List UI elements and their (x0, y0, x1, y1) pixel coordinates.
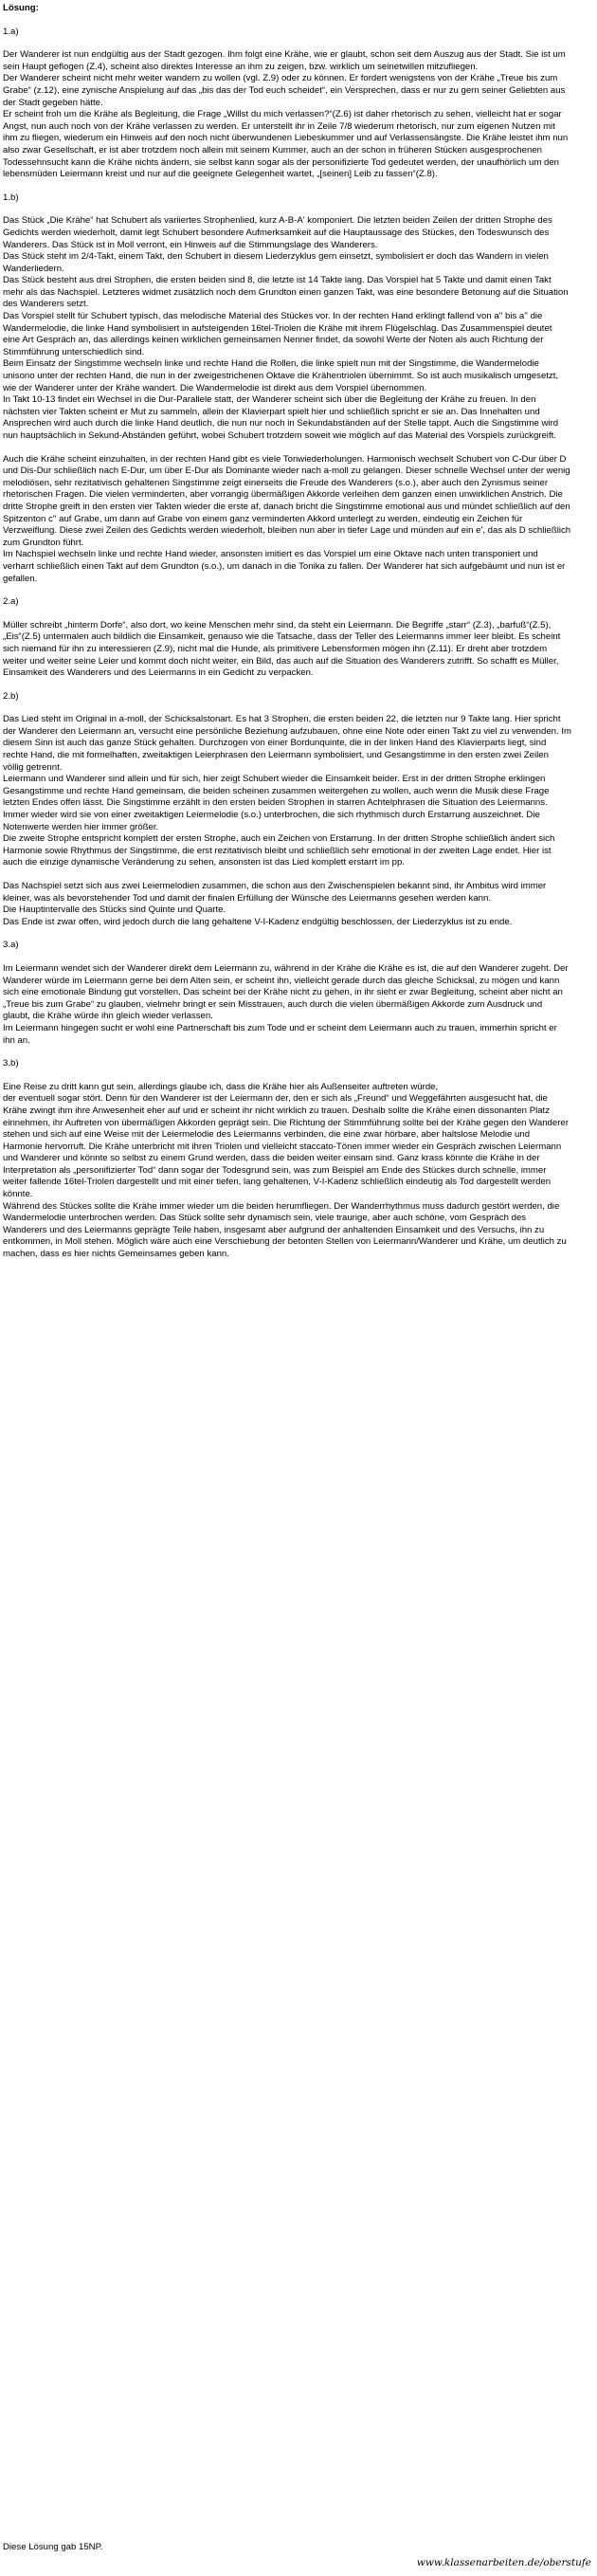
section-paragraph: Der Wanderer ist nun endgültig aus der Stadt gezogen. Ihm folgt eine Krähe, wie er glaubt, schon seit dem Auszug aus der Stadt. Sie ist um sein Haupt geflogen (Z.4), scheint also direktes Interesse an ihm zu zeigen, bzw. wirklich um seinetwillen mitzufliegen. Der Wanderer scheint nicht mehr weiter wandern zu wollen (vgl. Z.9) oder zu können. Er fordert wenigstens von der Krähe „Treue bis zum Grabe“ (z.12), eine zynische Anspielung auf das „bis das der Tod euch scheidet“, ein Versprechen, dass er nur zu gern seiner Geliebten aus der Stadt gegeben hätte. Er scheint froh um die Krähe als Begleitung, die Frage „Willst du mich verlassen?“(Z.6) ist daher rhetorisch zu sehen, vielleicht hat er sogar Angst, nun auch noch von der Krähe verlassen zu werden. Er unterstellt ihr in Zeile 7/8 wiederum rhetorisch, nur zum eigenen Nutzen mit ihm zu fliegen, wiederum ein Hinweis auf den noch nicht überwundenen Liebeskummer und auf Verlassensängste. Die Krähe leistet ihm nun also zwar Gesellschaft, er ist aber trotzdem noch allein mit seinem Kummer, auch an der schon in früheren Stücken ausgesprochenen Todessehnsucht kann die Krähe nichts ändern, sie selbst kann sogar als der personifizierte Tod gedeutet werden, der unaufhörlich um den lebensmüden Leiermann kreist und nur auf die geeignete Gelegenheit wartet, „[seinen] Leib zu fassen“(Z.8). (3, 49, 569, 180)
sections-container (3, 27, 571, 1261)
source-watermark: www.klassenarbeiten.de/oberstufe (416, 2557, 591, 2568)
answer-section (3, 1058, 571, 1261)
answer-section (3, 596, 571, 680)
section-paragraph: Müller schreibt „hinterm Dorfe“, also dort, wo keine Menschen mehr sind, da steht ein Leiermann. Die Begriffe „starr“ (Z.3), „barfuß“(Z.5), „Eis“(Z.5) untermalen auch bildlich die Einsamkeit, genauso wie die Tatsache, dass der Teller des Leiermanns immer leer bleibt. Es scheint sich niemand für ihn zu interessieren (Z.9), nicht mal die Hunde, als primitivere Lebensformen mögen ihn (Z.11). Er dreht aber trotzdem weiter und weiter seine Leier und kommt doch nicht weiter, ein Bild, das auch auf die Situation des Wanderers zutrifft. So schafft es Müller, Einsamkeit des Wanderers und des Leiermanns in ein Gedicht zu verpacken. (3, 619, 561, 679)
section-paragraph: Eine Reise zu dritt kann gut sein, allerdings glaube ich, dass die Krähe hier als Außenseiter auftreten würde, der eventuell sogar stört. Denn für den Wanderer ist der Leiermann der, den er sich als „Freund“ und Weggefährten ausgesucht hat, die Krähe zwingt ihm ihre Anwesenheit eher auf und er scheint ihr nicht wirklich zu trauen. Deshalb sollte die Krähe einen dissonanten Platz einnehmen, ihr Auftreten von übermäßigen Akkorden geprägt sein. Die Richtung der Stimmführung sollte bei der Krähe gegen den Wanderer stehen und sich auf eine Weise mit der Leiermelodie des Leiermanns verbinden, die eine zwar hörbare, aber haltslose Melodie und Harmonie hervorruft. Die Krähe unterbricht mit ihren Triolen und vielleicht staccato-Tönen immer wieder ein Gespräch zwischen Leiermann und Wanderer und könnte so selbst zu einem Grund werden, dass die beiden weiter einsam sind. Ganz krass könnte die Krähe in der Interpretation als „personifizierter Tod“ dann sogar der Todesgrund sein, was zum Beispiel am Ende des Stückes durch schnelle, immer weiter fallende 16tel-Triolen dargestellt und mit einer tiefen, lang gehaltenen, V-I-Kadenz schließlich eindeutig als Tod dargestellt werden könnte. Während des Stückes sollte die Krähe immer wieder um die beiden herumfliegen. Der Wanderrhythmus muss dadurch gestört werden, die Wandermelodie unterbrochen werden. Das Stück sollte sehr dynamisch sein, viele traurige, aber auch schöne, vom Gespräch des Wanderers und des Leiermanns geprägte Teile haben, insgesamt aber aufgrund der anhaltenden Einsamkeit und des Versuchs, ihn zu entkommen, in Moll stehen. Möglich wäre auch eine Verschiebung der betonten Stellen von Leiermann/Wanderer und Krähe, um deutlich zu machen, dass es hier nichts Gemeinsames geben kann. (3, 1081, 569, 1260)
section-paragraph: Das Stück „Die Krähe“ hat Schubert als variiertes Strophenlied, kurz A-B-A' komponiert. Die letzten beiden Zeilen der dritten Strophe des Gedichts werden wiederholt, damit legt Schubert besondere Aufmerksamkeit auf die Hauptaussage des Stückes, den Todeswunsch des Wanderers. Das Stück ist in Moll verront, ein Hinweis auf die Stimmungslage des Wanderers. Das Stück steht im 2/4-Takt, einem Takt, den Schubert in diesem Liederzyklus gern einsetzt, symbolisiert er doch das Wandern in vielen Wanderliedern. Das Stück besteht aus drei Strophen, die ersten beiden sind 8, die letzte ist 14 Takte lang. Das Vorspiel hat 5 Takte und damit einen Takt mehr als das Nachspiel. Letzteres widmet zusätzlich noch dem Grundton einen ganzen Takt, was eine besondere Betonung auf die Situation des Wanderers setzt. Das Vorspiel stellt für Schubert typisch, das melodische Material des Stückes vor. In der rechten Hand erklingt fallend von a'' bis a'' die Wandermelodie, die linke Hand symbolisiert in aufsteigenden 16tel-Triolen die Krähe mit ihrem Flügelschlag. Das Zusammenspiel deutet eine Art Gespräch an, das allerdings keinen wirklichen gemeinsamen Nenner findet, da sowohl Werte der Noten als auch Richtung der Stimmführung unterschiedlich sind. Beim Einsatz der Singstimme wechseln linke und rechte Hand die Rollen, die linke spielt nun mit der Singstimme, die Wandermelodie unisono unter der rechten Hand, die nun in der zweigestrichenen Oktave die Krähentriolen übernimmt. So ist auch musikalisch umgesetzt, wie der Wanderer unter der Krähe wandert. Die Wandermelodie ist direkt aus dem Vorspiel übernommen. In Takt 10-13 findet ein Wechsel in die Dur-Parallele statt, der Wanderer scheint sich über die Begleitung der Krähe zu freuen. In den nächsten vier Takten scheint er Mut zu sammeln, allein der Klavierpart spielt hier und schließlich spricht er sie an. Das Innehalten und Ansprechen wird auch durch die linke Hand deutlich, die nun nur noch in Sekundabständen auf der Stelle tappt. Auch die Singstimme wird nun hauptsächlich in Sekund-Abständen geführt, wobei Schubert trotzdem soweit wie möglich auf das Material des Vorspiels zurückgreift. (3, 215, 569, 441)
document-body (3, 3, 571, 1272)
section-label: 2.a) (3, 596, 19, 608)
grade-note: Diese Lösung gab 15NP. (3, 2542, 103, 2552)
section-label: 1.a) (3, 26, 19, 37)
section-label: 3.a) (3, 940, 19, 951)
section-paragraph: Das Nachspiel setzt sich aus zwei Leiermelodien zusammen, die schon aus den Zwischenspielen bekannt sind, ihr Ambitus wird immer kleiner, was als bevorstehender Tod und damit der finalen Erfüllung der Wünsche des Leiermanns gesehen werden kann. Die Hauptintervalle des Stücks sind Quinte und Quarte. Das Ende ist zwar offen, wird jedoch durch die lang gehaltene V-I-Kadenz endgültig beschlossen, der Liederzyklus ist zu ende. (3, 881, 547, 927)
answer-section (3, 691, 571, 929)
answer-section (3, 192, 571, 585)
section-paragraph: Das Lied steht im Original in a-moll, der Schicksalstonart. Es hat 3 Strophen, die ersten beiden 22, die letzten nur 9 Takte lang. Hier spricht der Wanderer den Leiermann an, versucht eine persönliche Beziehung aufzubauen, ohne eine Note oder einen Takt zu viel zu verwenden. Im diesem Sinn ist auch das ganze Stück gehalten. Durchzogen von einer Bordunquinte, die in der linken Hand des Klavierparts liegt, sind rechte Hand, die mit formelhaften, zweitaktigen Leierphrasen den Leiermann symbolisiert, und Gesangstimme in den ersten zwei Zeilen völlig getrennt. Leiermann und Wanderer sind allein und für sich, hier zeigt Schubert wieder die Einsamkeit beider. Erst in der dritten Strophe erklingen Gesangstimme und rechte Hand gemeinsam, die beiden scheinen zusammen weitergehen zu wollen, auch wenn die Musik diese Frage letzten Endes offen lässt. Die Singstimme erzählt in den ersten beiden Strophen in starren Achtelphrasen die Situation des Leiermanns. Immer wieder wird sie von einer zweitaktigen Leiermelodie (s.o.) unterbrochen, die sich rhythmisch durch Erstarrung auszeichnet. Die Notenwerte werden hier immer größer. Die zweite Strophe entspricht komplett der ersten Strophe, auch ein Zeichen von Erstarrung. In der dritten Strophe schließlich ändert sich Harmonie sowie Rhythmus der Singstimme, die erst rezitativisch bleibt und schließlich sehr emotional in der zweiten Lage endet. Hier ist auch die einzige dynamische Veränderung zu sehen, ansonsten ist das Lied komplett erstarrt im pp. (3, 714, 571, 868)
answer-section (3, 27, 571, 181)
section-paragraph: Auch die Krähe scheint einzuhalten, in der rechten Hand gibt es viele Tonwiederholungen. Harmonisch wechselt Schubert von C-Dur über D und Dis-Dur schließlich nach E-Dur, um über E-Dur als Dominante wieder nach a-moll zu gelangen. Dieser schnelle Wechsel unter der wenig melodiösen, sehr rezitativisch gehaltenen Singstimme zeigt einerseits die Freude des Wanderers (s.o.), aber auch den Zynismus seiner rhetorischen Fragen. Die vielen verminderten, aber vorrangig übermäßigen Akkorde verleihen dem ganzen einen unwirklichen Anstrich. Die dritte Strophe greift in den ersten vier Takten wieder die erste af, danach bricht die Singstimme emotional aus und mündet schließlich auf den Spitzenton c'' auf Grabe, um dann auf Grabe von einem ganz verminderten Akkord unterlegt zu werden, eindeutig ein Zeichen für Verzweiflung. Diese zwei Zeilen des Gedichts werden wiederholt, bleiben nun aber in tiefer Lage und münden auf ein e', das als D schließlich zum Grundton führt. Im Nachspiel wechseln linke und rechte Hand wieder, ansonsten imitiert es das Vorspiel um eine Oktave nach unten transponiert und verharrt schließlich einen Takt auf dem Grundton (s.o.), um danach in die Tonika zu fallen. Der Wanderer hat sich aufgebäumt und nun ist er gefallen. (3, 453, 571, 584)
section-label: 3.b) (3, 1058, 19, 1069)
answer-section (3, 940, 571, 1047)
section-label: 2.b) (3, 690, 19, 702)
section-paragraph: Im Leiermann wendet sich der Wanderer direkt dem Leiermann zu, während in der Krähe die Krähe es ist, die auf den Wanderer zugeht. Der Wanderer würde im Leiermann gerne bei dem Alten sein, er scheint ihn, vielleicht gerade durch das gleiche Schicksal, zu mögen und kann sich eine emotionale Bindung gut vorstellen. Das scheint bei der Krähe nicht zu gehen, in ihr sieht er zwar Begleitung, scheint aber nicht an „Treue bis zum Grabe“ zu glauben, vielmehr bringt er sein Misstrauen, auch durch die vielen übermäßigen Akkorde zum Ausdruck und glaubt, die Krähe würde ihn gleich wieder verlassen. Im Leiermann hingegen sucht er wohl eine Partnerschaft bis zum Tode und er scheint dem Leiermann auch zu trauen, immerhin spricht er ihn an. (3, 962, 569, 1046)
document-title: Lösung: (3, 3, 39, 13)
section-label: 1.b) (3, 192, 19, 203)
